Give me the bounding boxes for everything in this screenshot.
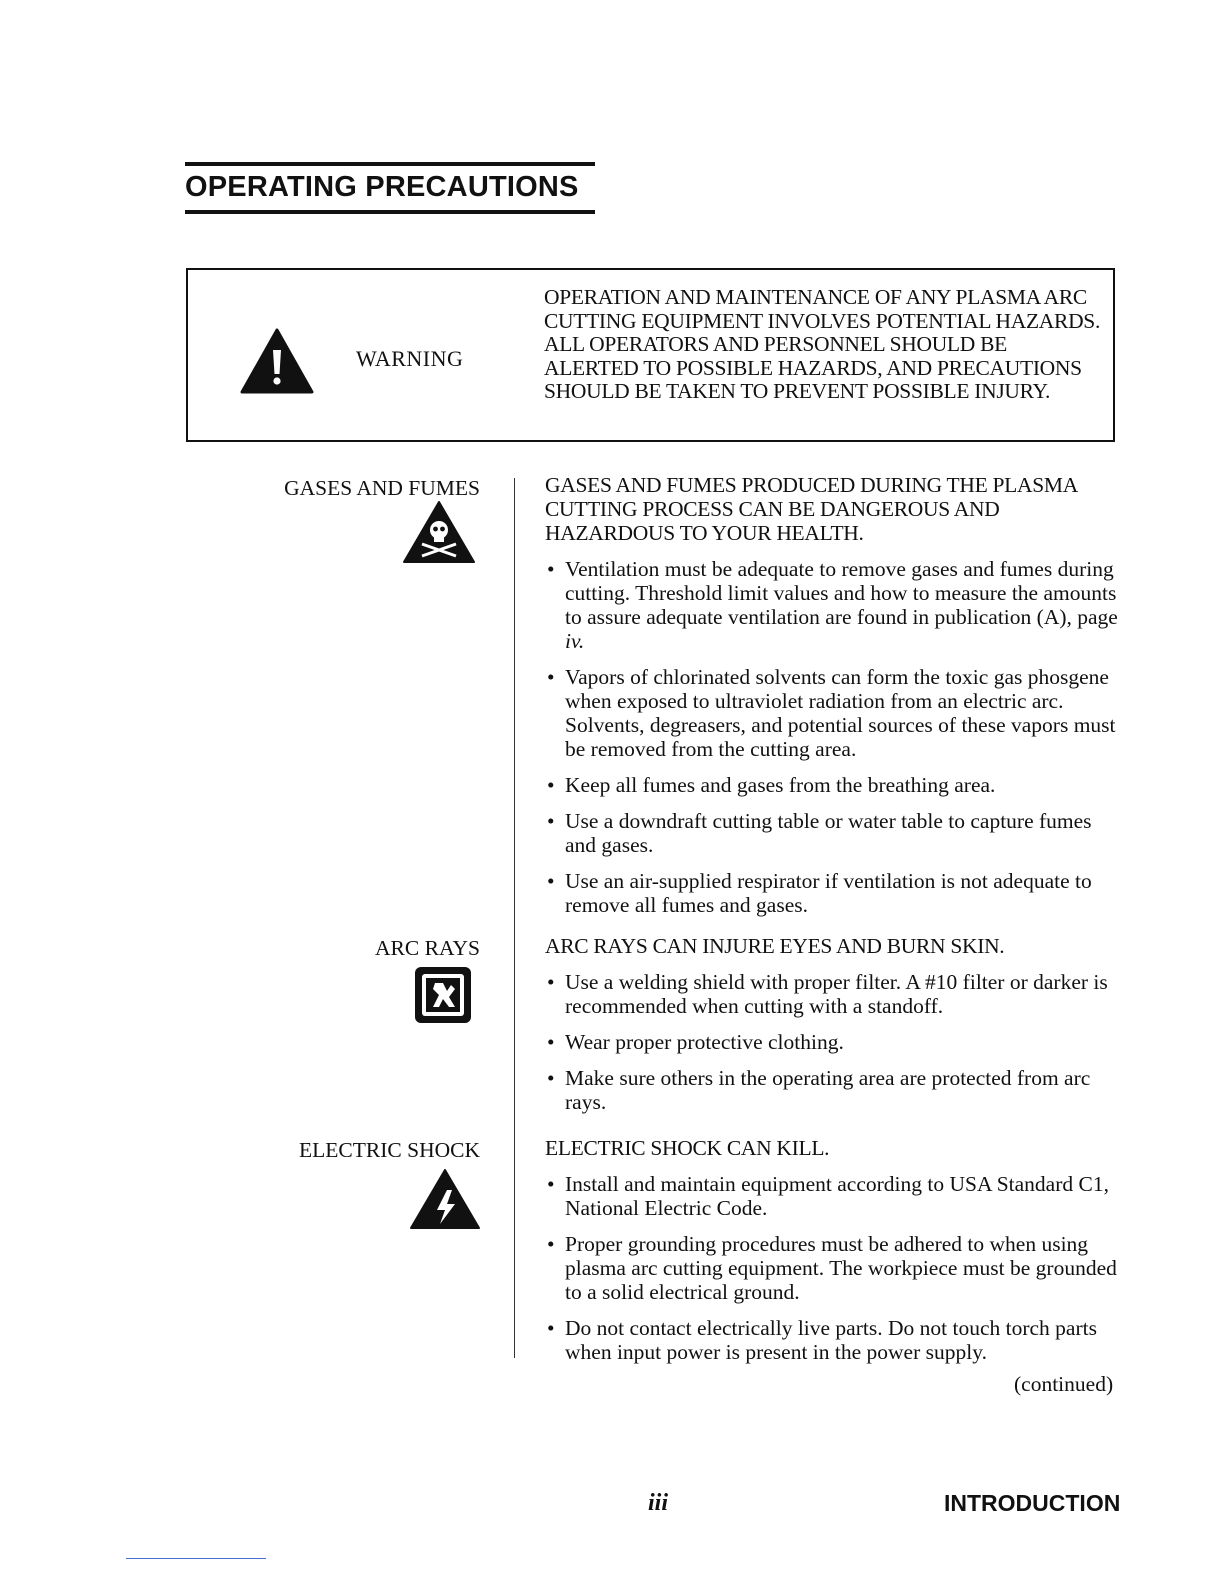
warning-triangle-icon — [240, 328, 314, 394]
list-item: • Use a downdraft cutting table or water table to capture fumes and gases. — [545, 809, 1125, 857]
list-item: • Ventilation must be adequate to remove gases and fumes during cutting. Threshold limit values and how to measure the amounts to assure adequate ventilation are found in publication (A), page iv. — [545, 557, 1125, 653]
list-item: • Wear proper protective clothing. — [545, 1030, 1125, 1054]
section-heading-gases: GASES AND FUMES PRODUCED DURING THE PLASMA CUTTING PROCESS CAN BE DANGEROUS AND HAZARDOUS TO YOUR HEALTH. — [545, 473, 1077, 545]
list-item: • Proper grounding procedures must be adhered to when using plasma arc cutting equipment. The workpiece must be grounded to a solid electrical ground. — [545, 1232, 1125, 1304]
page-reference: iv. — [565, 629, 585, 653]
arc-rays-bullet-list — [545, 970, 1125, 1114]
list-item: • Vapors of chlorinated solvents can form the toxic gas phosgene when exposed to ultraviolet radiation from an electric arc. Solvents, degreasers, and potential sources of these vapors must be removed from the cutting area. — [545, 665, 1125, 761]
section-heading-arc-rays: ARC RAYS CAN INJURE EYES AND BURN SKIN. — [545, 934, 1005, 958]
warning-text: OPERATION AND MAINTENANCE OF ANY PLASMA ARC CUTTING EQUIPMENT INVOLVES POTENTIAL HAZARDS. ALL OPERATORS AND PERSONNEL SHOULD BE ALERTED TO POSSIBLE HAZARDS, AND PRECAUTIONS SHOULD BE TAKEN TO PREVENT POSSIBLE INJURY. — [544, 285, 1101, 403]
warning-label: WARNING — [356, 346, 464, 371]
page-title: OPERATING PRECAUTIONS — [185, 171, 579, 203]
footer-section-name: INTRODUCTION — [944, 1490, 1121, 1516]
electric-shock-bullet-list — [545, 1172, 1125, 1364]
column-divider — [514, 478, 515, 1358]
skull-crossbones-icon — [402, 500, 476, 564]
list-item: • Keep all fumes and gases from the breathing area. — [545, 773, 1125, 797]
section-label-electric-shock: ELECTRIC SHOCK — [299, 1138, 480, 1162]
list-item: • Use a welding shield with proper filter. A #10 filter or darker is recommended when cutting with a standoff. — [545, 970, 1125, 1018]
list-item: • Make sure others in the operating area are protected from arc rays. — [545, 1066, 1125, 1114]
page-number: iii — [648, 1490, 669, 1516]
warning-box — [186, 268, 1115, 442]
scan-artifact-line — [126, 1558, 266, 1559]
arc-rays-icon — [413, 965, 473, 1025]
section-arc-rays — [545, 934, 1125, 1126]
section-heading-electric-shock: ELECTRIC SHOCK CAN KILL. — [545, 1136, 830, 1160]
section-electric-shock — [545, 1136, 1125, 1376]
list-item: • Do not contact electrically live parts. Do not touch torch parts when input power is present in the power supply. — [545, 1316, 1125, 1364]
electric-shock-icon — [409, 1168, 481, 1230]
list-item: • Install and maintain equipment according to USA Standard C1, National Electric Code. — [545, 1172, 1125, 1220]
section-label-gases-and-fumes: GASES AND FUMES — [284, 476, 480, 500]
gases-bullet-list — [545, 557, 1125, 917]
section-gases-and-fumes — [545, 473, 1125, 929]
list-item: • Use an air-supplied respirator if ventilation is not adequate to remove all fumes and gases. — [545, 869, 1125, 917]
section-label-arc-rays: ARC RAYS — [375, 936, 480, 960]
page-title-rule — [185, 162, 595, 214]
continued-note: (continued) — [1014, 1372, 1114, 1396]
